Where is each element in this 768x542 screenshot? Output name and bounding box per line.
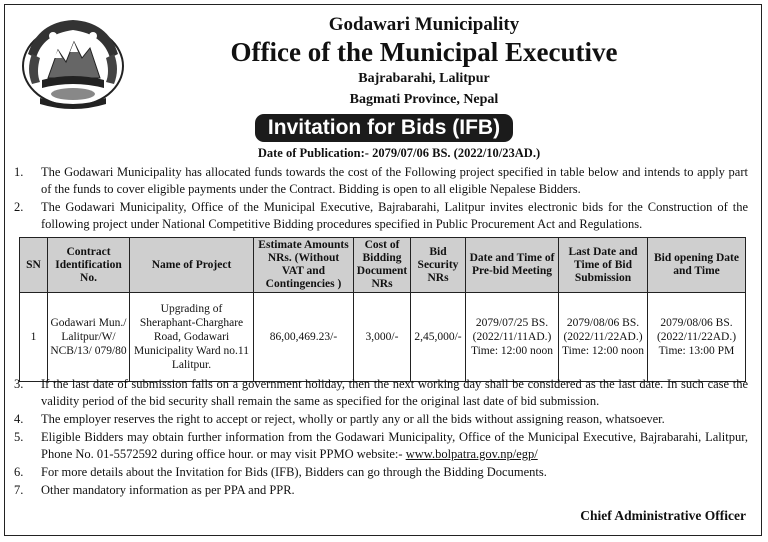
column-header-prebid-meeting: Date and Time of Pre-bid Meeting: [466, 238, 559, 293]
table-header-row: [20, 238, 746, 293]
paragraph-text: The Godawari Municipality, Office of the Municipal Executive, Bajrabarahi, Lalitpur invites electronic bids for the Construction of the following project under National Competitive Bidding procedures specified in Public Procurement Act and Regulations.: [41, 200, 748, 231]
signature-title: Chief Administrative Officer: [580, 508, 746, 523]
column-header-sn: SN: [20, 238, 48, 293]
column-header-document-cost: Cost of Bidding Document NRs: [354, 238, 411, 293]
ppmo-website-link[interactable]: www.bolpatra.gov.np/egp/: [405, 447, 538, 461]
office-address: Bajrabarahi, Lalitpur: [358, 71, 490, 86]
cell-document-cost: 3,000/-: [354, 293, 411, 382]
cell-bid-security: 2,45,000/-: [411, 293, 466, 382]
conditions-list: [14, 376, 748, 500]
paragraph-text: Other mandatory information as per PPA and PPR.: [41, 483, 295, 497]
cell-bid-opening: 2079/08/06 BS. (2022/11/22AD.) Time: 13:00 PM: [648, 293, 746, 382]
paragraph: [14, 429, 748, 463]
office-province: Bagmati Province, Nepal: [349, 92, 499, 107]
paragraph: [14, 411, 748, 428]
intro-paragraphs: [14, 164, 748, 234]
column-header-submission-deadline: Last Date and Time of Bid Submission: [559, 238, 648, 293]
paragraph: [14, 464, 748, 481]
paragraph-text: The employer reserves the right to accept or reject, wholly or partly any or all the bids without assigning reason, whatsoever.: [41, 412, 665, 426]
paragraph-number: 3.: [14, 377, 24, 391]
office-name: Office of the Municipal Executive: [230, 37, 618, 67]
paragraph: [14, 482, 748, 499]
paragraph: [14, 164, 748, 198]
paragraph: [14, 199, 748, 233]
paragraph-number: 1.: [14, 165, 24, 179]
column-header-contract-id: Contract Identification No.: [48, 238, 130, 293]
cell-estimate: 86,00,469.23/-: [254, 293, 354, 382]
cell-project-name: Upgrading of Sheraphant-Charghare Road, Godawari Municipality Ward no.11 Lalitpur.: [130, 293, 254, 382]
paragraph-number: 2.: [14, 200, 24, 214]
municipality-name: Godawari Municipality: [328, 14, 520, 35]
table-row: [20, 293, 746, 382]
column-header-estimate: Estimate Amounts NRs. (Without VAT and Contingencies ): [254, 238, 354, 293]
paragraph-text: If the last date of submission falls on a government holiday, then the next working day shall be considered as the last date. In such case the validity period of the bid security shall remain the same as specified for the original last date of bid submission.: [41, 377, 748, 408]
paragraph-text: For more details about the Invitation for Bids (IFB), Bidders can go through the Bidding Documents.: [41, 465, 547, 479]
ifb-banner: Invitation for Bids (IFB): [255, 114, 513, 142]
cell-contract-id: Godawari Mun./ Lalitpur/W/ NCB/13/ 079/80: [48, 293, 130, 382]
cell-submission-deadline: 2079/08/06 BS. (2022/11/22AD.) Time: 12:00 noon: [559, 293, 648, 382]
paragraph-text-with-link: [41, 429, 748, 463]
paragraph-number: 6.: [14, 465, 24, 479]
paragraph-number: 7.: [14, 483, 24, 497]
paragraph-text: Eligible Bidders may obtain further information from the Godawari Municipality, Office of the Municipal Executive, Bajrabarahi, Lalitpur, Phone No. 01-5572592 during office hour. or may visit PPMO website:-: [41, 430, 748, 461]
letterhead: [140, 14, 708, 110]
paragraph-text: The Godawari Municipality has allocated funds towards the cost of the Following project specified in table below and intends to apply part of the funds to cover eligible payments under the Contract. Bidding is open to all eligible Nepalese Bidders.: [41, 165, 748, 196]
paragraph-number: 4.: [14, 412, 24, 426]
column-header-bid-opening: Bid opening Date and Time: [648, 238, 746, 293]
paragraph-number: 5.: [14, 430, 24, 444]
bid-table: [19, 237, 746, 382]
nepal-government-emblem-icon: [18, 14, 128, 112]
column-header-bid-security: Bid Security NRs: [411, 238, 466, 293]
cell-sn: 1: [20, 293, 48, 382]
paragraph: [14, 376, 748, 410]
column-header-project-name: Name of Project: [130, 238, 254, 293]
publication-date: Date of Publication:- 2079/07/06 BS. (2022/10/23AD.): [257, 146, 541, 160]
cell-prebid-meeting: 2079/07/25 BS. (2022/11/11AD.) Time: 12:00 noon: [466, 293, 559, 382]
